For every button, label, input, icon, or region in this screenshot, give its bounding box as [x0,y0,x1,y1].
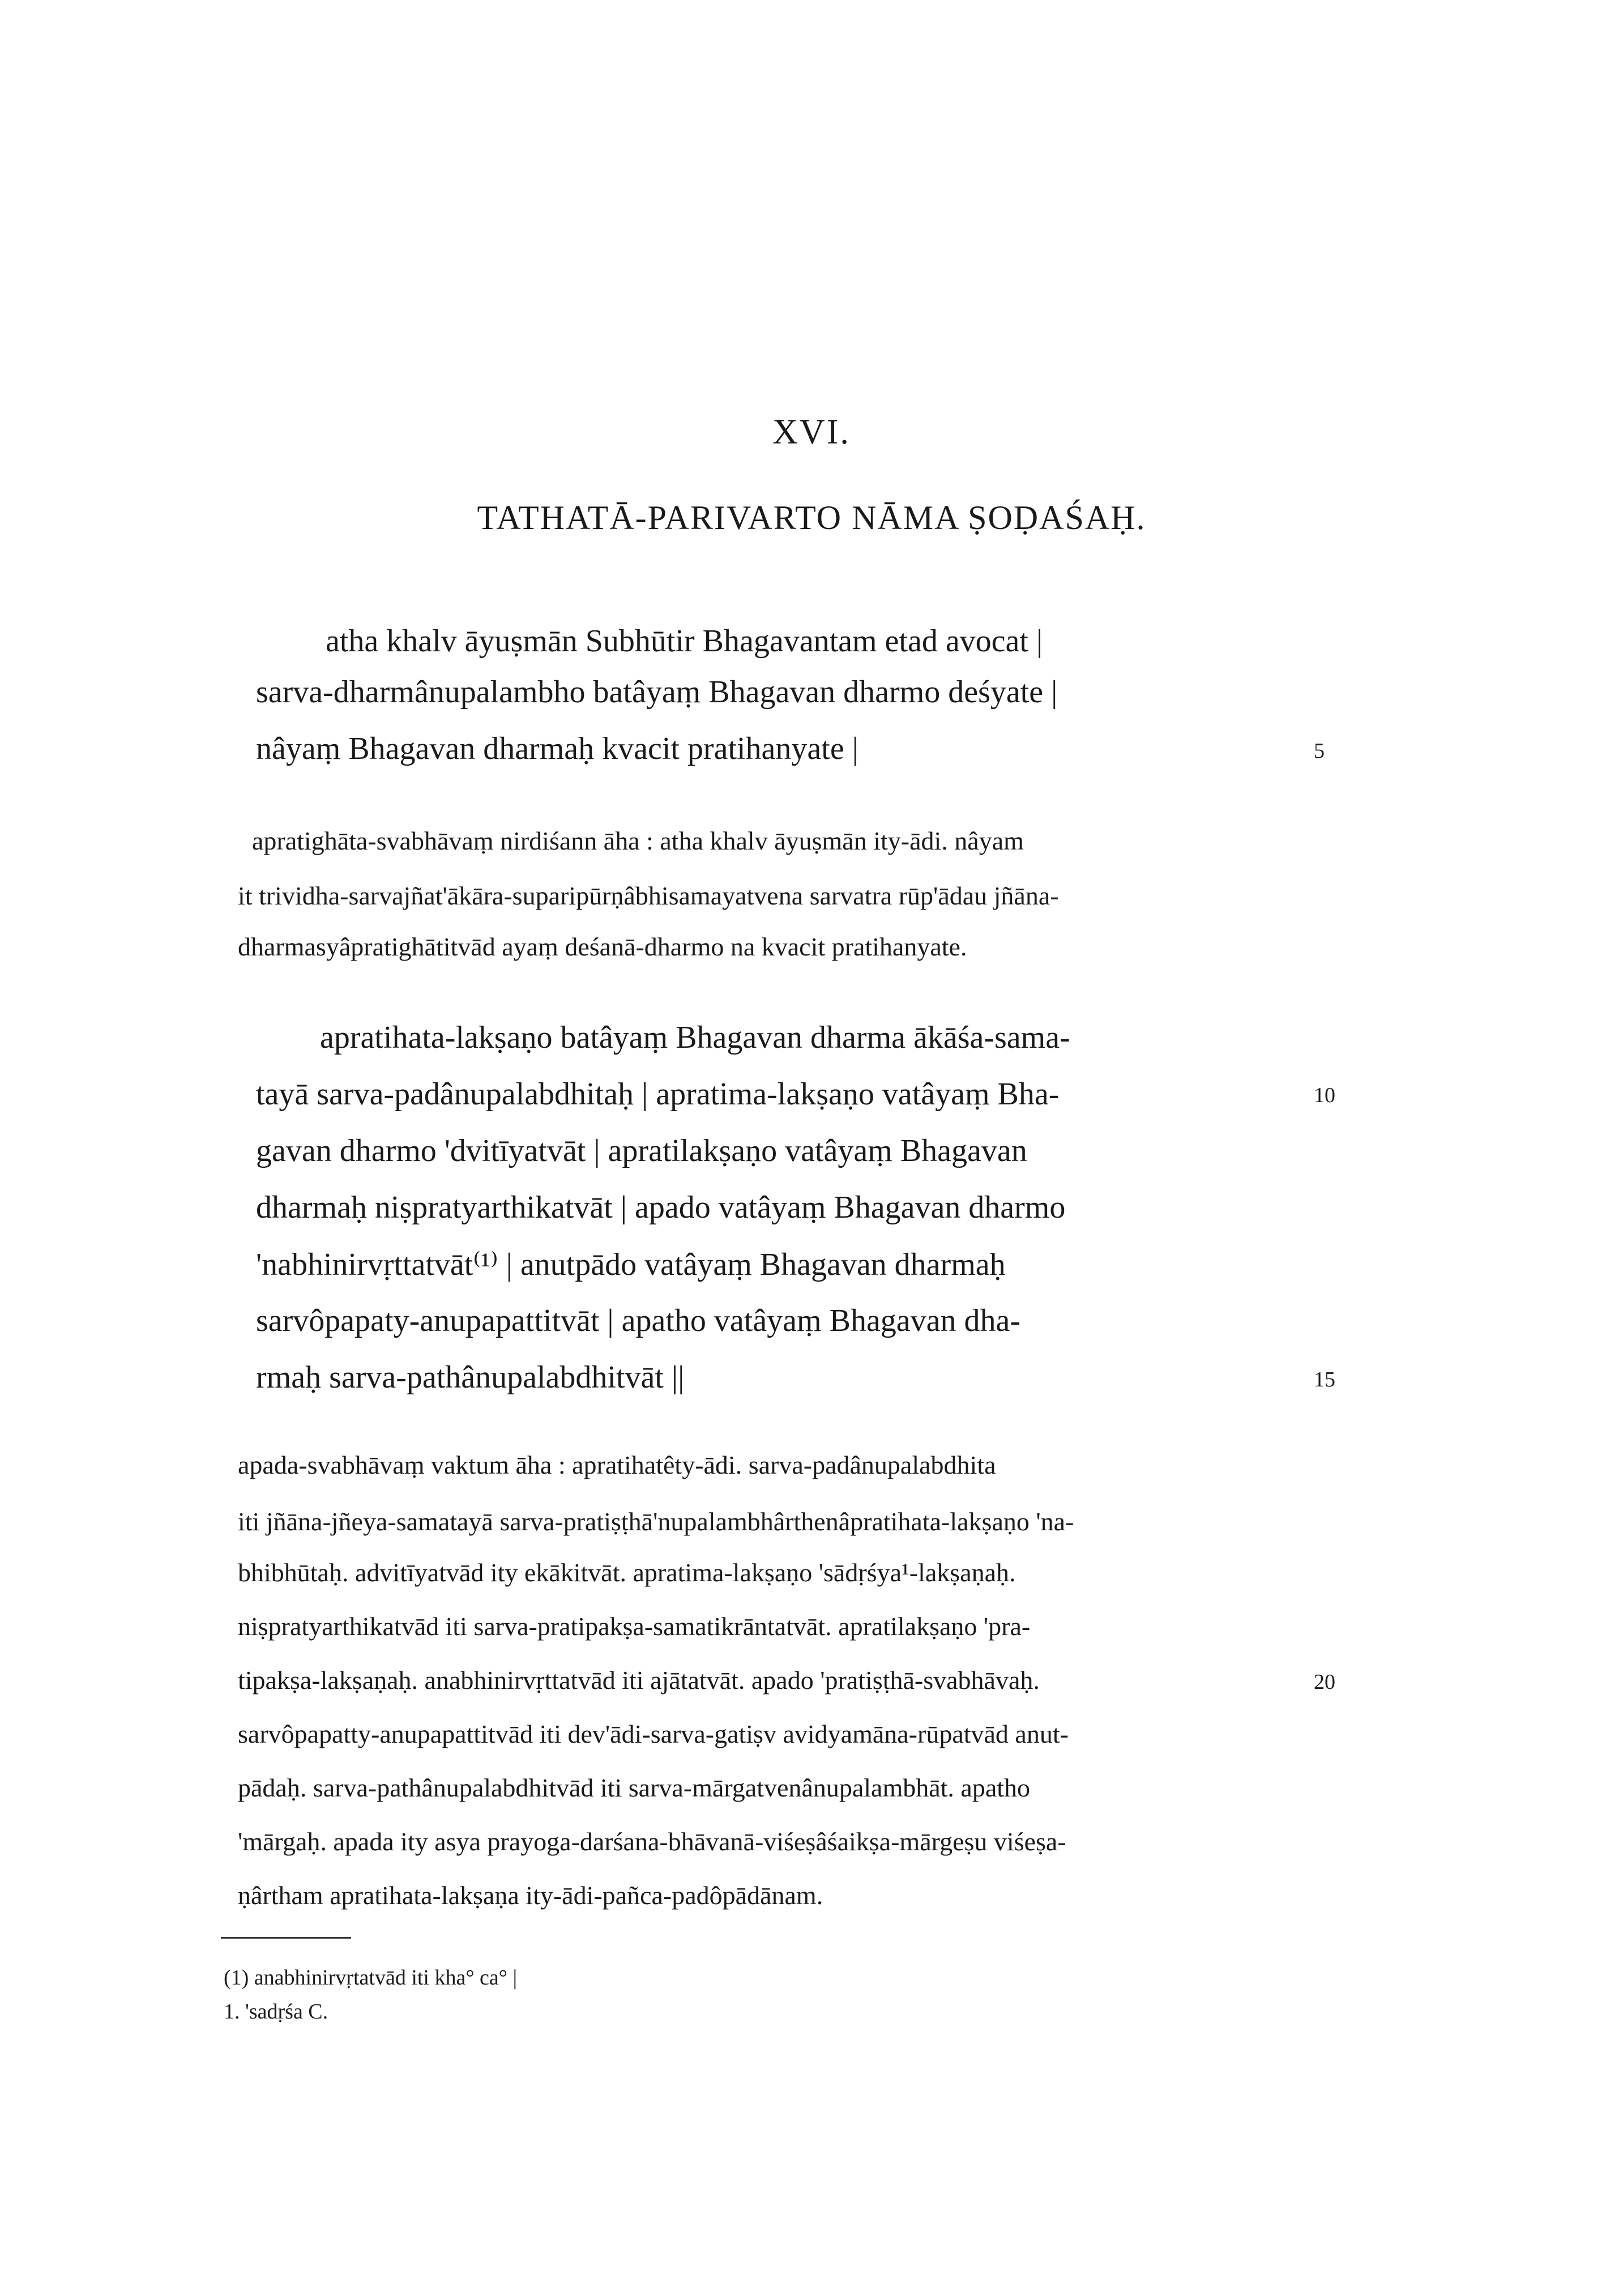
commentary-line: ṇârtham apratihata-lakṣaṇa ity-ādi-pañca-padôpādānam. [238,1881,823,1910]
line-number: 10 [1314,1083,1335,1107]
chapter-title: TATHATĀ-PARIVARTO NĀMA ṢOḌAŚAḤ. [477,499,1146,536]
root-text-line: gavan dharmo 'dvitīyatvāt | apratilakṣaṇo vatâyaṃ Bhagavan [256,1133,1027,1168]
footnote: (1) anabhinirvṛtatvād iti kha° ca° | [224,1966,518,1990]
root-text-line: rmaḥ sarva-pathânupalabdhitvāt || [256,1360,685,1395]
root-text-line: tayā sarva-padânupalabdhitaḥ | apratima-lakṣaṇo vatâyaṃ Bha- [256,1077,1060,1112]
commentary-line: bhibhūtaḥ. advitīyatvād ity ekākitvāt. apratima-lakṣaṇo 'sādṛśya¹-lakṣaṇaḥ. [238,1558,1016,1587]
line-number: 15 [1314,1368,1335,1392]
commentary-line: 'mārgaḥ. apada ity asya prayoga-darśana-bhāvanā-viśeṣâśaikṣa-mārgeṣu viśeṣa- [238,1827,1066,1856]
root-text-line: 'nabhinirvṛttatvāt⁽¹⁾ | anutpādo vatâyaṃ Bhagavan dharmaḥ [256,1247,1006,1282]
footnote: 1. 'sadṛśa C. [224,2000,328,2024]
chapter-number: XVI. [772,413,851,451]
commentary-line: dharmasyâpratighātitvād ayaṃ deśanā-dharmo na kvacit pratihanyate. [238,932,967,961]
commentary-line: niṣpratyarthikatvād iti sarva-pratipakṣa-samatikrāntatvāt. apratilakṣaṇo 'pra- [238,1612,1031,1641]
commentary-line: iti jñāna-jñeya-samatayā sarva-pratiṣṭhā'nupalambhârthenâpratihata-lakṣaṇo 'na- [238,1507,1074,1536]
line-number: 5 [1314,739,1325,763]
commentary-line: it trividha-sarvajñat'ākāra-suparipūrṇâbhisamayatvena sarvatra rūp'ādau jñāna- [238,881,1059,910]
root-text-line: atha khalv āyuṣmān Subhūtir Bhagavantam etad avocat | [326,624,1043,659]
root-text-line: dharmaḥ niṣpratyarthikatvāt | apado vatâyaṃ Bhagavan dharmo [256,1190,1066,1225]
commentary-line: pādaḥ. sarva-pathânupalabdhitvād iti sarva-mārgatvenânupalambhāt. apatho [238,1773,1031,1802]
commentary-line: tipakṣa-lakṣaṇaḥ. anabhinirvṛttatvād iti ajātatvāt. apado 'pratiṣṭhā-svabhāvaḥ. [238,1666,1040,1695]
commentary-line: sarvôpapatty-anupapattitvād iti dev'ādi-sarva-gatiṣv avidyamāna-rūpatvād anut- [238,1719,1069,1748]
line-number: 20 [1314,1670,1335,1694]
commentary-line: apratighāta-svabhāvaṃ nirdiśann āha : atha khalv āyuṣmān ity-ādi. nâyam [252,826,1024,855]
root-text-line: nâyaṃ Bhagavan dharmaḥ kvacit pratihanyate | [256,731,859,766]
footnote-rule [221,1937,351,1939]
commentary-line: apada-svabhāvaṃ vaktum āha : apratihatêty-ādi. sarva-padânupalabdhita [238,1450,996,1479]
root-text-line: apratihata-lakṣaṇo batâyaṃ Bhagavan dharma ākāśa-sama- [320,1020,1070,1055]
root-text-line: sarva-dharmânupalambho batâyaṃ Bhagavan dharmo deśyate | [256,675,1058,710]
root-text-line: sarvôpapaty-anupapattitvāt | apatho vatâyaṃ Bhagavan dha- [256,1303,1021,1338]
